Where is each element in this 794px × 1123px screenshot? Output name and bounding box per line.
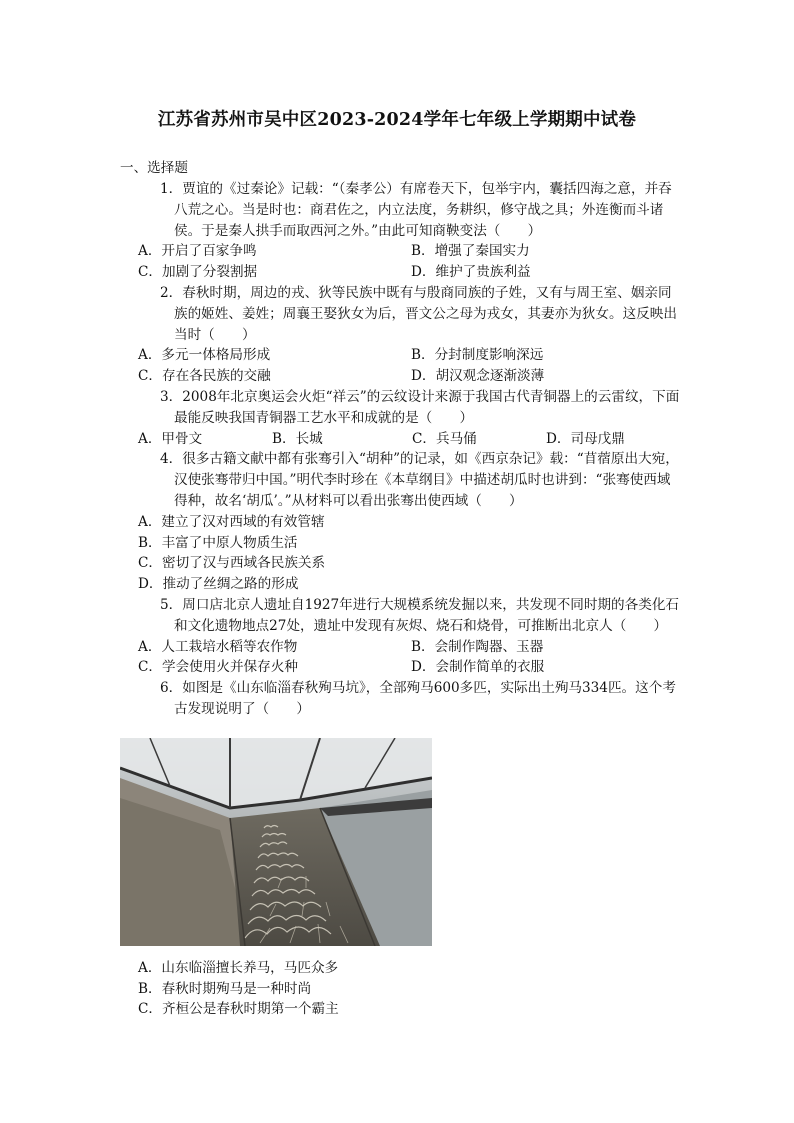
option-b[interactable]: B．分封制度影响深远 (411, 347, 544, 364)
option-c[interactable]: C．密切了汉与西域各民族关系 (138, 555, 326, 572)
option-grid (120, 241, 680, 283)
question-stem: 4．很多古籍文献中都有张骞引入“胡种”的记录，如《西京杂记》载：“苜蓿原出大宛，汉使张骞带归中国。”明代李时珍在《本草纲目》中描述胡瓜时也讲到：“张骞使西域得种，故名‘胡瓜’。”从材料可以看出张骞出使西域（ ） (160, 451, 679, 509)
question-stem: 5．周口店北京人遗址自1927年进行大规模系统发掘以来，共发现不同时期的各类化石和文化遗物地点27处，遗址中发现有灰烬、烧石和烧骨，可推断出北京人（ ） (160, 596, 680, 634)
question-4 (120, 449, 680, 595)
section-heading: 一、选择题 (120, 160, 188, 176)
option-grid (120, 637, 680, 679)
option-a[interactable]: A．多元一体格局形成 (138, 347, 271, 364)
question-2 (120, 283, 680, 387)
option-d[interactable]: D．维护了贵族利益 (411, 264, 531, 281)
exam-content (120, 158, 680, 1020)
question-1 (120, 179, 680, 283)
option-c[interactable]: C．学会使用火并保存火种 (138, 659, 298, 676)
option-d[interactable]: D．会制作简单的衣服 (411, 659, 545, 676)
option-d[interactable]: D．胡汉观念逐渐淡薄 (411, 368, 545, 385)
option-list (120, 958, 680, 1020)
page-title: 江苏省苏州市吴中区2023-2024学年七年级上学期期中试卷 (157, 110, 637, 130)
option-b[interactable]: B．长城 (272, 430, 323, 447)
option-b[interactable]: B．春秋时期殉马是一种时尚 (138, 980, 312, 997)
option-a[interactable]: A．甲骨文 (138, 430, 203, 447)
horse-pit-photo (120, 738, 432, 946)
question-stem: 3．2008年北京奥运会火炬“祥云”的云纹设计来源于我国古代青铜器上的云雷纹，下面最能反映我国青铜器工艺水平和成就的是（ ） (160, 388, 680, 426)
horse-pit-illustration (120, 738, 432, 946)
option-grid (120, 345, 680, 387)
option-c[interactable]: C．兵马俑 (412, 430, 477, 447)
option-a[interactable]: A．开启了百家争鸣 (138, 243, 257, 260)
question-stem: 1．贾谊的《过秦论》记载：“（秦孝公）有席卷天下，包举宇内，囊括四海之意，并吞八荒之心。当是时也：商君佐之，内立法度，务耕织，修守战之具；外连衡而斗诸侯。于是秦人拱手而取西河之外。”由此可知商鞅变法（ ） (160, 181, 672, 239)
option-row (120, 429, 680, 450)
question-6 (120, 678, 680, 1020)
option-b[interactable]: B．丰富了中原人物质生活 (138, 534, 298, 551)
question-stem: 2．春秋时期，周边的戎、狄等民族中既有与殷商同族的子姓，又有与周王室、姻亲同族的姬姓、姜姓；周襄王娶狄女为后，晋文公之母为戎女，其妻亦为狄女。这反映出当时（ ） (160, 284, 677, 343)
option-c[interactable]: C．齐桓公是春秋时期第一个霸主 (138, 1001, 339, 1018)
question-stem: 6．如图是《山东临淄春秋殉马坑》，全部殉马600多匹，实际出土殉马334匹。这个考古发现说明了（ ） (160, 680, 676, 717)
option-d[interactable]: D．司母戊鼎 (546, 430, 625, 447)
option-c[interactable]: C．加剧了分裂割据 (138, 264, 258, 281)
option-b[interactable]: B．会制作陶器、玉器 (411, 638, 544, 655)
option-a[interactable]: A．山东临淄擅长养马，马匹众多 (138, 959, 339, 976)
option-b[interactable]: B．增强了秦国实力 (411, 243, 530, 260)
question-5 (120, 595, 680, 678)
option-a[interactable]: A．人工栽培水稻等农作物 (138, 638, 298, 655)
question-3 (120, 387, 680, 449)
option-a[interactable]: A．建立了汉对西域的有效管辖 (138, 513, 325, 530)
option-d[interactable]: D．推动了丝绸之路的形成 (138, 576, 299, 593)
option-c[interactable]: C．存在各民族的交融 (138, 368, 271, 385)
